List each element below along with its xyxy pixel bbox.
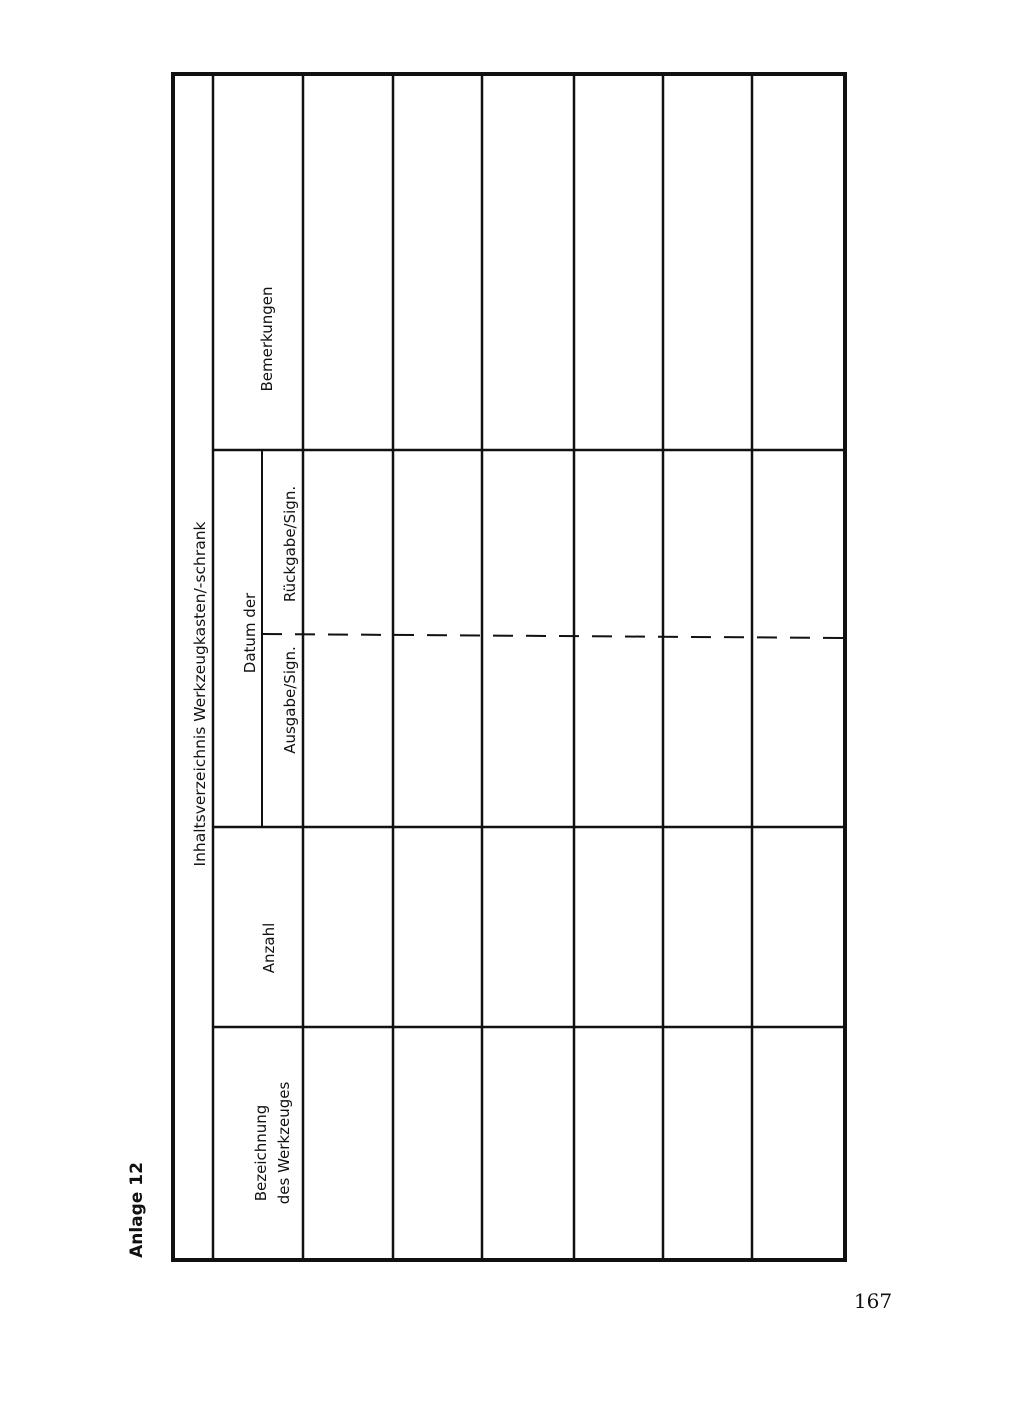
- header-tool-name-line2: des Werkzeuges: [275, 1081, 293, 1205]
- header-tool-name-line1: Bezeichnung: [252, 1104, 270, 1202]
- annex-label: Anlage 12: [127, 1162, 147, 1258]
- header-remarks: Bemerkungen: [258, 286, 276, 392]
- header-issue: Ausgabe/Sign.: [281, 646, 299, 754]
- page-number: 167: [853, 1289, 893, 1313]
- form-outer-border: [173, 74, 845, 1260]
- form-title: Inhaltsverzeichnis Werkzeugkasten/-schrank: [191, 521, 209, 867]
- header-quantity: Anzahl: [260, 922, 278, 974]
- header-date-group: Datum der: [241, 592, 259, 674]
- date-dashed-divider: [262, 634, 845, 638]
- header-return: Rückgabe/Sign.: [281, 485, 299, 603]
